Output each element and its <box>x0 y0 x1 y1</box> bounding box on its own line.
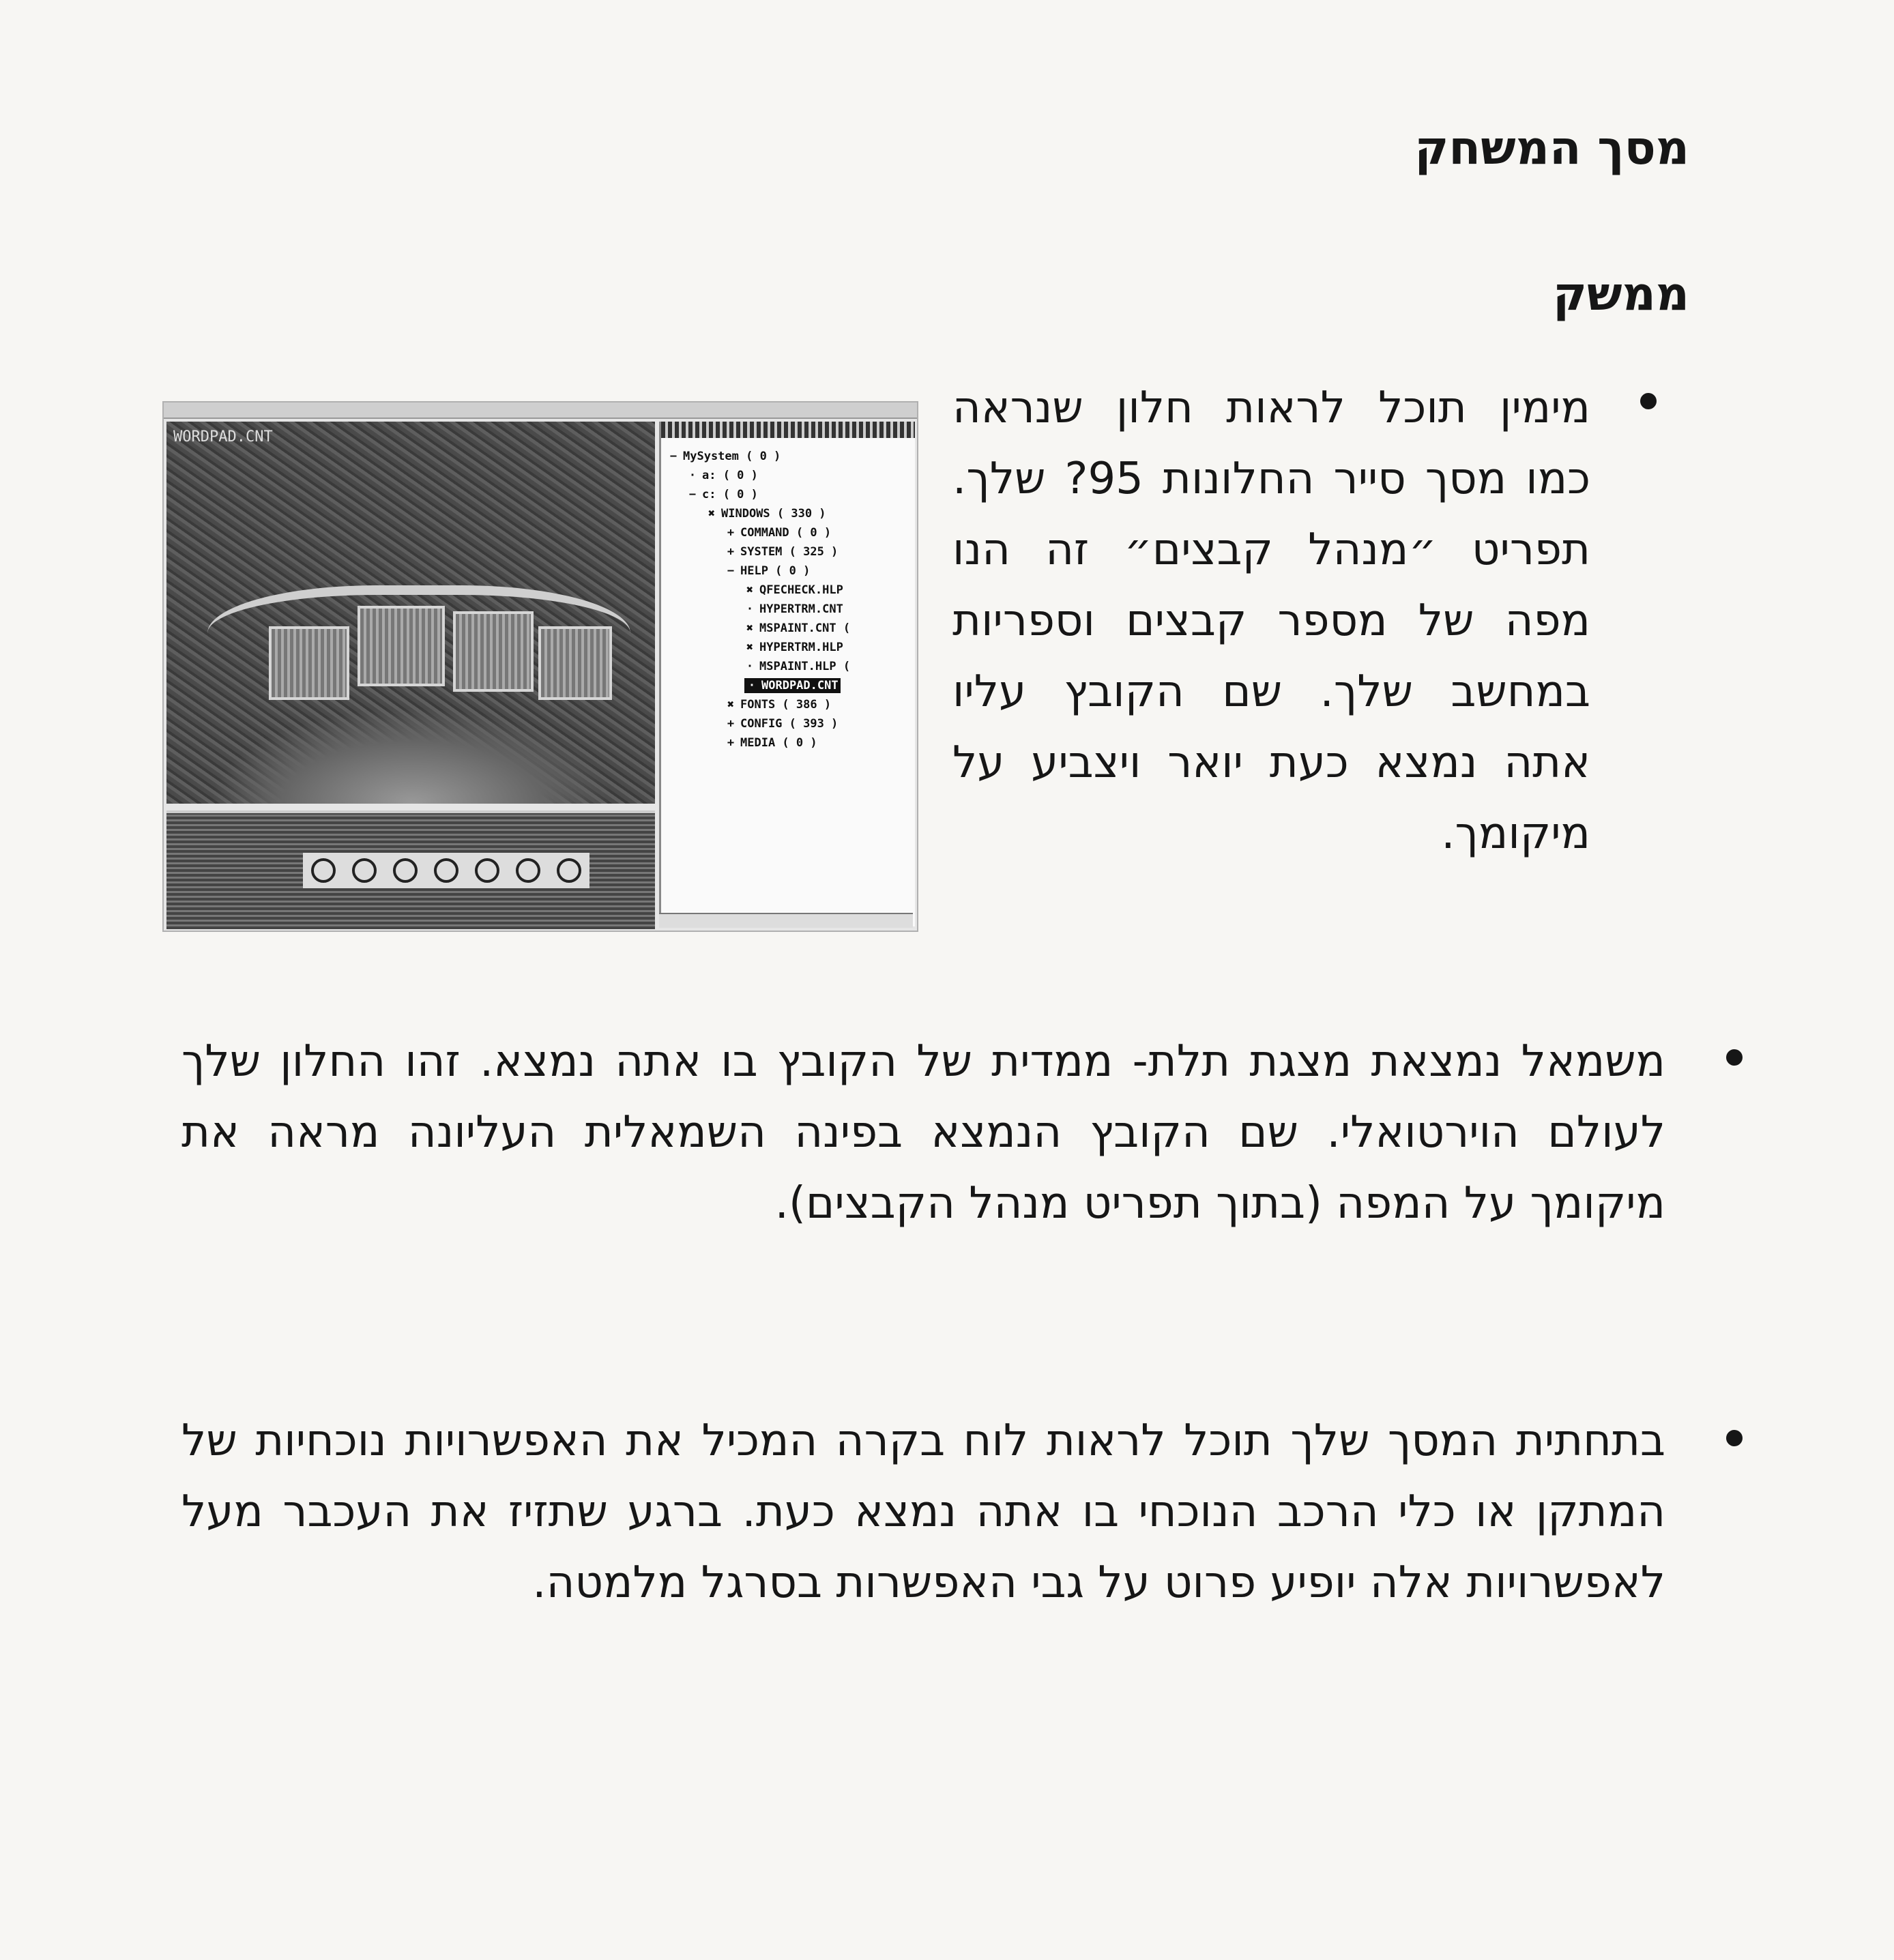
tree-item <box>668 449 781 464</box>
plus-icon: + <box>727 717 735 731</box>
tree-item-label: HYPERTRM.HLP <box>759 641 843 654</box>
tree-item <box>744 602 843 617</box>
tree-scrollbar <box>659 913 913 928</box>
plus-icon: + <box>727 736 735 750</box>
screenshot-titlebar <box>164 403 917 419</box>
section-title: ממשק <box>1552 267 1689 321</box>
plus-icon: + <box>727 545 735 559</box>
wall-panel <box>269 626 349 700</box>
tree-item <box>725 564 810 579</box>
dot-icon: · <box>746 660 754 673</box>
minus-icon: − <box>688 488 697 501</box>
paragraph-3d-view: משמאל נמצאת מצגת תלת- ממדית של הקובץ בו אתה נמצא. זהו החלון שלך לעולם הוירטואלי. שם הקובץ הנמצא בפינה השמאלית העליונה מראה את מיקומך על המפה (בתוך תפריט מנהל הקבצים). <box>181 1036 1665 1229</box>
minus-icon: − <box>669 450 678 463</box>
paragraph-file-manager: מימין תוכל לראות חלון שנראה כמו מסך סייר החלונות 95? שלך. תפריט ״מנהל קבצים״ זה הנו מפה של מספר קבצים וספריות במחשב שלך. שם הקובץ עליו אתה נמצא כעת יואר ויצביע על מיקומך. <box>952 383 1591 859</box>
wall-panel <box>538 626 612 700</box>
tree-item-label: MySystem ( 0 ) <box>683 450 781 463</box>
x-icon: ✖ <box>746 621 754 635</box>
control-icon <box>475 858 499 883</box>
tree-item-label: COMMAND ( 0 ) <box>740 526 832 540</box>
bullet-1 <box>1640 393 1657 409</box>
tree-item-label: HELP ( 0 ) <box>740 564 811 578</box>
tree-item <box>687 468 758 483</box>
tree-item-label: QFECHECK.HLP <box>759 583 843 597</box>
control-icon <box>393 858 418 883</box>
tree-item-label: MSPAINT.HLP ( <box>759 660 851 673</box>
tree-item <box>706 506 826 521</box>
tree-item-label: HYPERTRM.CNT <box>759 602 843 616</box>
tree-item <box>744 640 843 655</box>
tree-item <box>725 716 838 731</box>
control-icon <box>434 858 458 883</box>
paragraph-control-panel: בתחתית המסך שלך תוכל לראות לוח בקרה המכיל את האפשרויות נוכחיות של המתקן או כלי הרכב הנוכחי בו אתה נמצא כעת. ברגע שתזיז את העכבר מעל לאפשרויות אלה יופיע פרוט על גבי האפשרות בסרגל מלמטה. <box>181 1416 1665 1608</box>
tree-item-label: a: ( 0 ) <box>702 469 758 482</box>
minus-icon: − <box>727 564 735 578</box>
tree-item <box>725 544 838 559</box>
control-icon <box>557 858 581 883</box>
tree-item-label: MSPAINT.CNT ( <box>759 621 851 635</box>
tree-item <box>744 621 850 636</box>
tree-item-label: SYSTEM ( 325 ) <box>740 545 839 559</box>
control-icons <box>303 853 589 888</box>
x-icon: ✖ <box>727 698 735 712</box>
control-icon <box>352 858 377 883</box>
tree-item <box>725 697 831 712</box>
tree-item <box>744 678 841 693</box>
tree-item-label: WINDOWS ( 330 ) <box>721 507 826 521</box>
bullet-3 <box>1726 1430 1743 1446</box>
control-icon <box>516 858 540 883</box>
page-title: מסך המשחק <box>1414 121 1689 175</box>
control-panel <box>166 810 655 929</box>
plus-icon: + <box>727 526 735 540</box>
wall-panel <box>453 611 534 692</box>
bullet-2 <box>1726 1049 1743 1066</box>
tree-item-label: CONFIG ( 393 ) <box>740 717 839 731</box>
view-file-label: WORDPAD.CNT <box>173 428 273 445</box>
tree-item <box>725 525 831 540</box>
tree-item <box>744 583 843 598</box>
tree-item <box>744 659 850 674</box>
tree-item-label: FONTS ( 386 ) <box>740 698 832 712</box>
tree-item <box>725 735 817 750</box>
x-icon: ✖ <box>746 583 754 597</box>
tree-item <box>687 487 758 502</box>
x-icon: ✖ <box>708 507 716 521</box>
game-screenshot <box>162 401 918 932</box>
3d-view <box>166 422 655 804</box>
control-icon <box>311 858 336 883</box>
file-manager-tree <box>659 422 915 926</box>
dot-icon: · <box>688 469 697 482</box>
tree-header <box>661 422 915 438</box>
tree-item-label: WORDPAD.CNT <box>761 679 839 692</box>
dot-icon: · <box>748 679 756 692</box>
dot-icon: · <box>746 602 754 616</box>
tree-item-label: MEDIA ( 0 ) <box>740 736 817 750</box>
tree-item-label: c: ( 0 ) <box>702 488 758 501</box>
wall-panel <box>358 606 445 686</box>
x-icon: ✖ <box>746 641 754 654</box>
